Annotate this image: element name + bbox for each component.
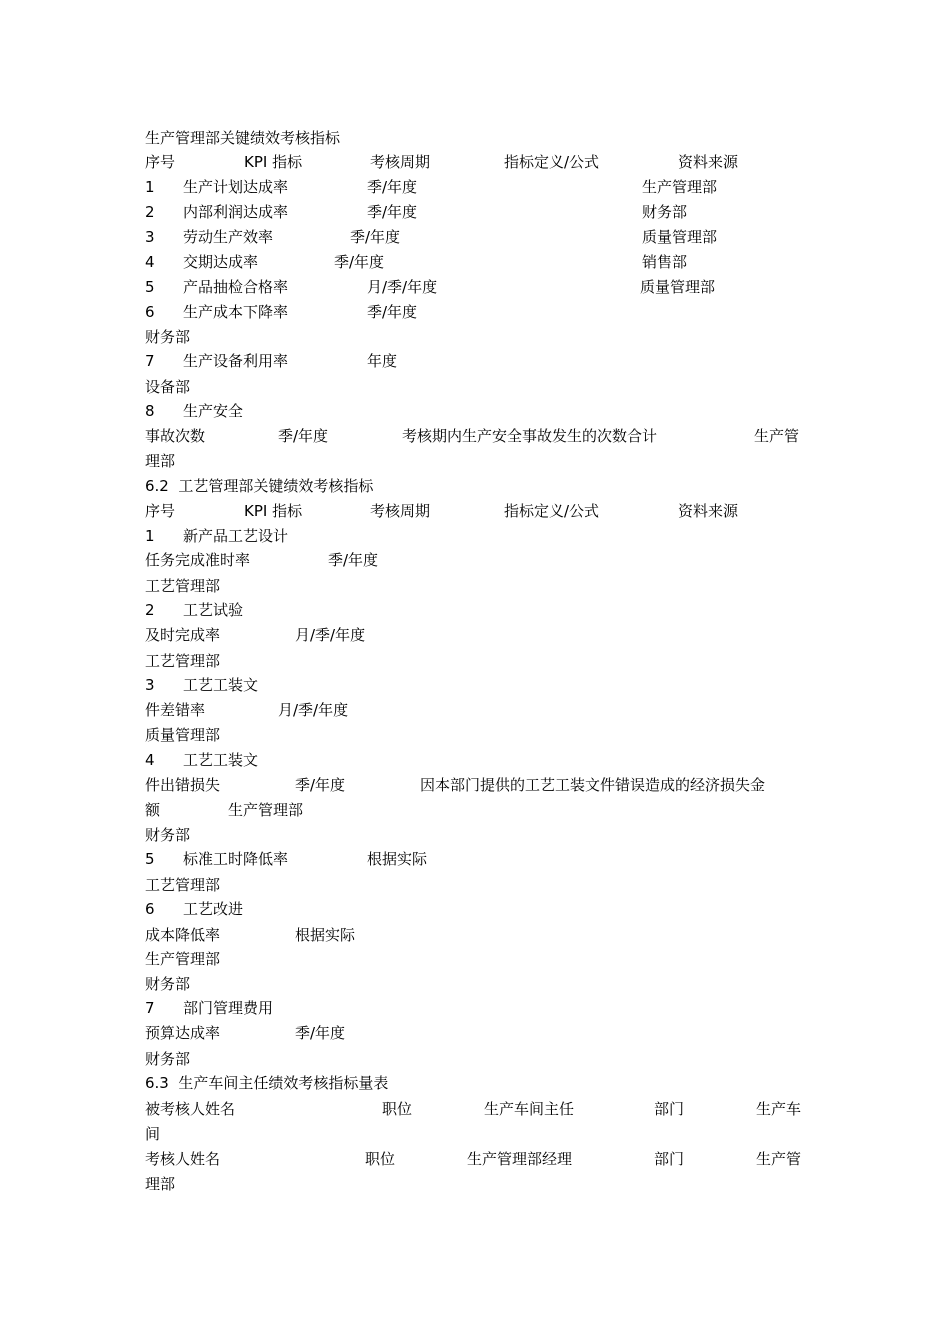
table-row-wrap: 预算达成率 季/年度 — [145, 1024, 346, 1042]
table-row-wrap: 件差错率 月/季/年度 — [145, 701, 349, 719]
info-row-wrap: 理部 — [145, 1175, 176, 1193]
header-src: 资料来源 — [678, 502, 739, 520]
header-kpi: KPI 指标 — [244, 153, 303, 171]
header-cycle: 考核周期 — [370, 502, 431, 520]
table-row-wrap: 工艺管理部 — [145, 876, 221, 894]
table-row-wrap: 财务部 — [145, 826, 191, 844]
table-row-wrap: 额 生产管理部 — [145, 801, 304, 819]
table-row-wrap: 任务完成准时率 季/年度 — [145, 551, 379, 569]
table-row-wrap: 理部 — [145, 452, 176, 470]
table-row-wrap: 成本降低率 根据实际 — [145, 926, 356, 944]
table-row-wrap: 及时完成率 月/季/年度 — [145, 626, 366, 644]
table-row-wrap: 工艺管理部 — [145, 652, 221, 670]
table-row: 2 工艺试验 — [145, 601, 244, 619]
table-row: 5 产品抽检合格率 月/季/年度 质量管理部 — [145, 278, 716, 296]
table-row: 7 部门管理费用 — [145, 999, 274, 1017]
table-row-wrap: 事故次数 季/年度 考核期内生产安全事故发生的次数合计 生产管 — [145, 427, 800, 445]
table-row-wrap: 财务部 — [145, 1050, 191, 1068]
table-row: 7 生产设备利用率 年度 — [145, 352, 398, 370]
info-row: 被考核人姓名 职位 生产车间主任 部门 生产车 — [145, 1100, 802, 1118]
table-row-wrap: 件出错损失 季/年度 因本部门提供的工艺工装文件错误造成的经济损失金 — [145, 776, 766, 794]
document-page: 生产管理部关键绩效考核指标 序号 KPI 指标 考核周期 指标定义/公式 资料来源 1 生产计划达成率 季/年度 生产管理部 2 内部利润达成率 季/年度 财务部 3 劳动生产效率 季/年度 质量管理部 4 交期达成率 季/年度 销售部 5 产品抽检合格率 月/季/年度 质量管理部 6 生产成本下降率 季/年度 财务部 7 生产设备利用率 年度 设备部 8 生产安全 事故次数 季/年度 考核期内生产安全事故发生的次数合计 生产管 理部 6.2 工艺管理部关键绩效考核指标 序号 KPI 指标 考核周期 指标定义/公式 资料来源 1 新产品工艺设计 任务完成准时率 季/年度 工艺管理部 2 工艺试验 及时完成率 月/季/年度 工艺管理部 3 工艺工装文 件差错率 月/季/年度 质量管理部 4 工艺工装文 件出错损失 季/年度 因本部门提供的工艺工装文件错误造成的经济损失金 额 生产管理部 财务部 5 标准工时降低率 根据实际 工艺管理部 6 工艺改进 成本降低率 根据实际 生产管理部 财务部 7 部门管理费用 预算达成率 季/年度 财务部 6.3 生产车间主任绩效考核指标量表 被考核人姓名 职位 生产车间主任 部门 生产车 间 考核人姓名 职位 生产管理部经理 部门 生产管 理部 — [0, 0, 950, 1344]
table-row-wrap: 财务部 — [145, 328, 191, 346]
table-row-wrap: 工艺管理部 — [145, 577, 221, 595]
header-def: 指标定义/公式 — [504, 153, 600, 171]
table-row-wrap: 财务部 — [145, 975, 191, 993]
table-row: 5 标准工时降低率 根据实际 — [145, 850, 428, 868]
table-row: 4 交期达成率 季/年度 销售部 — [145, 253, 688, 271]
table-row-wrap: 生产管理部 — [145, 950, 221, 968]
header-def: 指标定义/公式 — [504, 502, 600, 520]
info-row: 考核人姓名 职位 生产管理部经理 部门 生产管 — [145, 1150, 802, 1168]
table-row: 2 内部利润达成率 季/年度 财务部 — [145, 203, 688, 221]
table-row-wrap: 设备部 — [145, 378, 191, 396]
table-row: 3 工艺工装文 — [145, 676, 259, 694]
table-row: 1 生产计划达成率 季/年度 生产管理部 — [145, 178, 718, 196]
table-row-wrap: 质量管理部 — [145, 726, 221, 744]
header-no: 序号 — [145, 502, 176, 520]
header-kpi: KPI 指标 — [244, 502, 303, 520]
table-row: 4 工艺工装文 — [145, 751, 259, 769]
table-row: 6 生产成本下降率 季/年度 — [145, 303, 418, 321]
table-row: 1 新产品工艺设计 — [145, 527, 289, 545]
header-cycle: 考核周期 — [370, 153, 431, 171]
info-row-wrap: 间 — [145, 1125, 161, 1143]
table-row: 3 劳动生产效率 季/年度 质量管理部 — [145, 228, 718, 246]
table-row: 8 生产安全 — [145, 402, 244, 420]
header-no: 序号 — [145, 153, 176, 171]
table-row: 6 工艺改进 — [145, 900, 244, 918]
header-src: 资料来源 — [678, 153, 739, 171]
